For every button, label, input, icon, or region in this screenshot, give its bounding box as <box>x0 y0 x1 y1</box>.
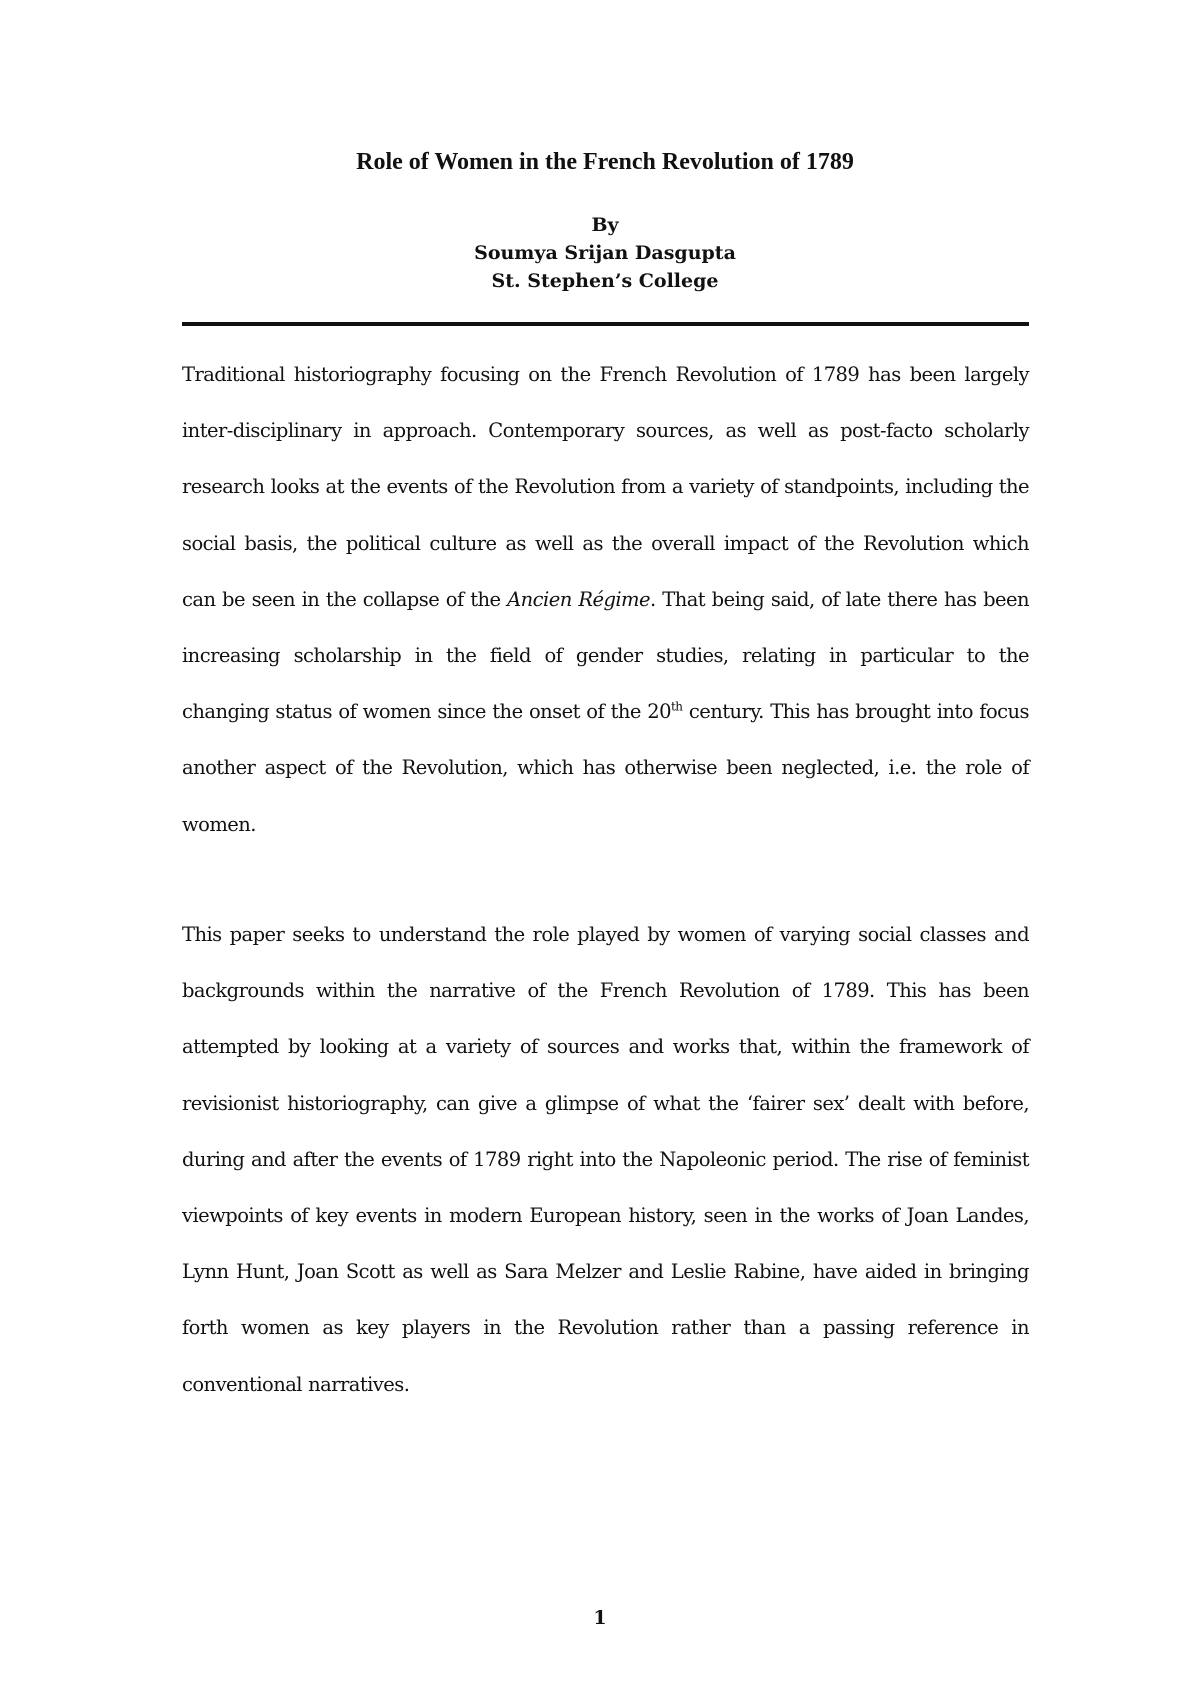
paragraph-1-text-c: century. This has brought into focus another aspect of the Revolution, which has otherwise been neglected, i.e. the role of women. <box>182 700 1029 836</box>
paragraph-2: This paper seeks to understand the role played by women of varying social classes and backgrounds within the narrative of the French Revolution of 1789. This has been attempted by looking at a variety of sources and works that, within the framework of revisionist historiography, can give a glimpse of what the ‘fairer sex’ dealt with before, during and after the events of 1789 right into the Napoleonic period. The rise of feminist viewpoints of key events in modern European history, seen in the works of Joan Landes, Lynn Hunt, Joan Scott as well as Sara Melzer and Leslie Rabine, have aided in bringing forth women as key players in the Revolution rather than a passing reference in conventional narratives. <box>182 923 1029 1396</box>
byline-by: By <box>591 214 619 236</box>
paragraph-1-superscript: th <box>670 699 683 714</box>
paragraph-1 <box>182 347 1029 853</box>
paragraph-1-text-b: . That being said, of late there has been increasing scholarship in the field of gender studies, relating in particular to the changing status of women since the onset of the 20 <box>182 587 1030 724</box>
paragraph-1-text-a: Traditional historiography focusing on the French Revolution of 1789 has been largely inter-disciplinary in approach. Contemporary sources, as well as post-facto scholarly research looks at the events of the Revolution from a variety of standpoints, including the social basis, the political culture as well as the overall impact of the Revolution which can be seen in the collapse of the <box>182 363 1029 611</box>
title-divider <box>182 322 1029 326</box>
document-title: Role of Women in the French Revolution of 1789 <box>356 149 854 175</box>
byline-author: Soumya Srijan Dasgupta <box>474 242 736 264</box>
byline-institution: St. Stephen’s College <box>491 270 719 292</box>
page-number: 1 <box>593 1607 607 1629</box>
paragraph-1-italic-term: Ancien Régime <box>507 587 650 611</box>
byline <box>182 211 1028 295</box>
